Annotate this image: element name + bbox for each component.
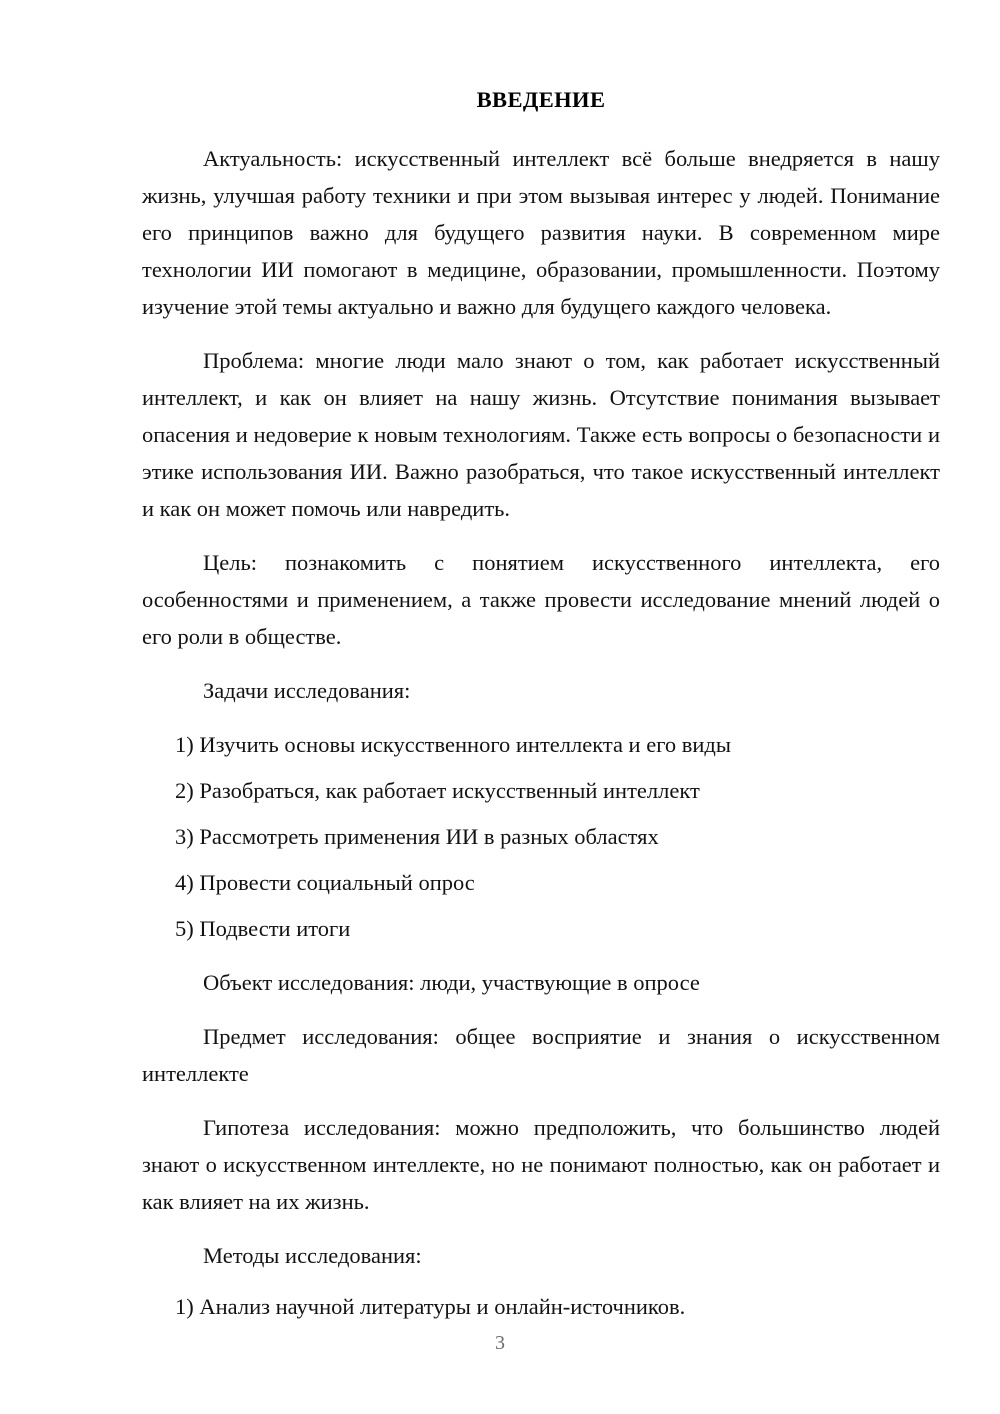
paragraph-relevance: Актуальность: искусственный интеллект всё больше внедряется в нашу жизнь, улучшая работу техники и при этом вызывая интерес у людей. Понимание его принципов важно для будущего развития науки. В современном мире технологии ИИ помогают в медицине, образовании, промышленности. Поэтому изучение этой темы актуально и важно для будущего каждого человека.: [142, 146, 940, 320]
paragraph-subject: Предмет исследования: общее восприятие и знания о искусственном интеллекте: [142, 1024, 940, 1087]
list-item: 5) Подвести итоги: [175, 916, 351, 942]
tasks-label: Задачи исследования:: [203, 678, 411, 704]
page-title: ВВЕДЕНИЕ: [476, 87, 606, 112]
document-body: [142, 86, 940, 1325]
list-item: 2) Разобраться, как работает искусственный интеллект: [175, 778, 700, 804]
list-item: 1) Изучить основы искусственного интеллекта и его виды: [175, 732, 731, 758]
list-item: 3) Рассмотреть применения ИИ в разных областях: [175, 824, 659, 850]
page-number: 3: [495, 1332, 505, 1354]
tasks-list: [142, 726, 940, 947]
paragraph-goal: Цель: познакомить с понятием искусственного интеллекта, его особенностями и применением, а также провести исследование мнений людей о его роли в обществе.: [142, 550, 940, 650]
paragraph-hypothesis: Гипотеза исследования: можно предположить, что большинство людей знают о искусственном интеллекте, но не понимают полностью, как он работает и как влияет на их жизнь.: [142, 1115, 940, 1215]
paragraph-problem: Проблема: многие люди мало знают о том, как работает искусственный интеллект, и как он влияет на нашу жизнь. Отсутствие понимания вызывает опасения и недоверие к новым технологиям. Также есть вопросы о безопасности и этике использования ИИ. Важно разобраться, что такое искусственный интеллект и как он может помочь или навредить.: [142, 348, 940, 522]
paragraph-object: Объект исследования: люди, участвующие в опросе: [203, 970, 700, 996]
list-item: 4) Провести социальный опрос: [175, 870, 475, 896]
methods-label: Методы исследования:: [203, 1243, 422, 1269]
list-item: 1) Анализ научной литературы и онлайн-источников.: [175, 1294, 686, 1320]
methods-list: [142, 1288, 940, 1325]
